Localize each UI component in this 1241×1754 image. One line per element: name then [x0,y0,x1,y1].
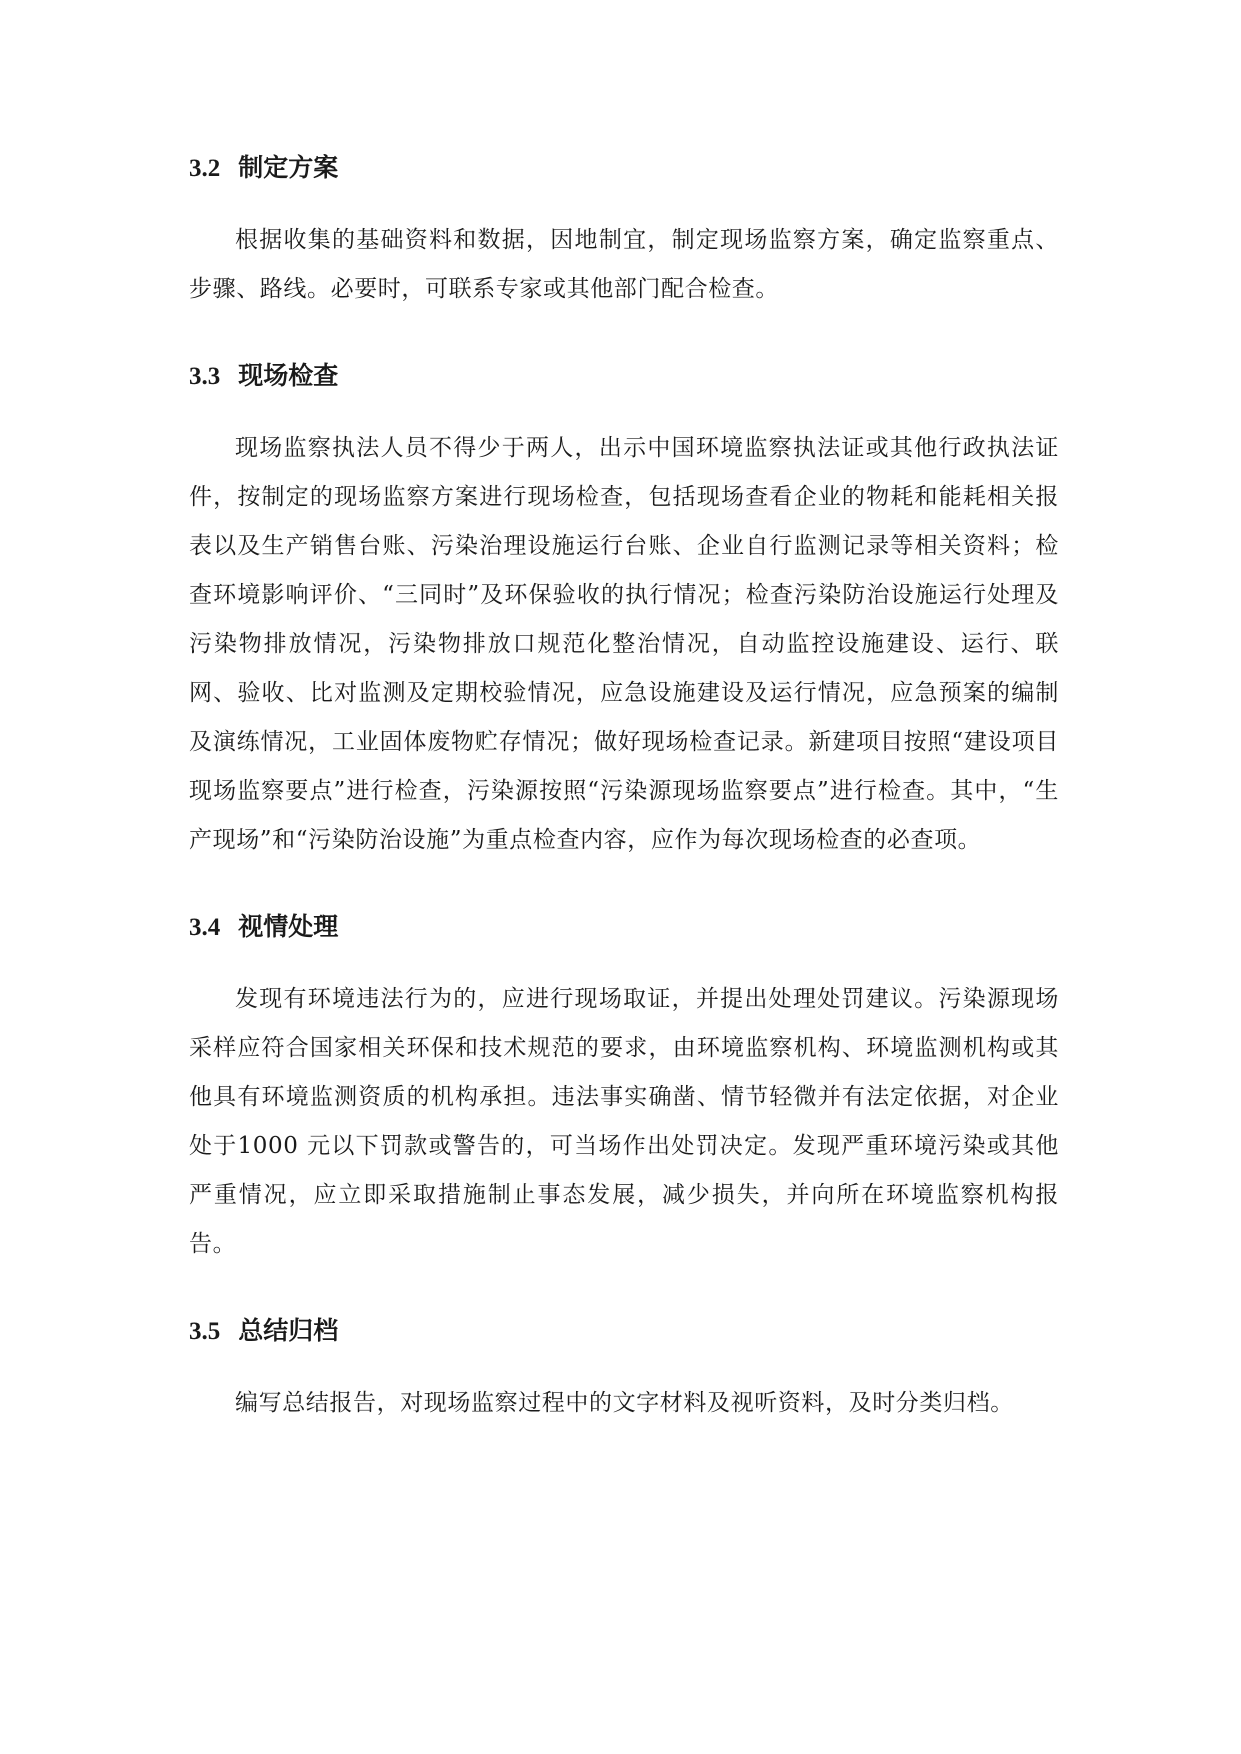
section-number: 3.2 [189,155,221,182]
section-number: 3.4 [189,914,221,941]
section-number: 3.5 [189,1318,221,1345]
section-paragraph: 根据收集的基础资料和数据，因地制宜，制定现场监察方案，确定监察重点、步骤、路线。必要时，可联系专家或其他部门配合检查。 [189,227,1059,302]
section-number: 3.3 [189,363,221,390]
section-heading [189,358,1059,394]
section-heading [189,150,1059,186]
section-3-3 [189,358,1059,909]
document-content [189,150,1059,1428]
section-3-5 [189,1313,1059,1428]
section-paragraph: 编写总结报告，对现场监察过程中的文字材料及视听资料，及时分类归档。 [235,1390,1014,1416]
section-3-4 [189,909,1059,1313]
section-title: 现场检查 [238,361,339,390]
section-paragraph: 发现有环境违法行为的，应进行现场取证，并提出处理处罚建议。污染源现场采样应符合国家相关环保和技术规范的要求，由环境监察机构、环境监测机构或其他具有环境监测资质的机构承担。违法事实确凿、情节轻微并有法定依据，对企业处于1000 元以下罚款或警告的，可当场作出处罚决定。发现严重环境污染或其他严重情况，应立即采取措施制止事态发展，减少损失，并向所在环境监察机构报告。 [189,986,1059,1257]
section-paragraph: 现场监察执法人员不得少于两人，出示中国环境监察执法证或其他行政执法证件，按制定的现场监察方案进行现场检查，包括现场查看企业的物耗和能耗相关报表以及生产销售台账、污染治理设施运行台账、企业自行监测记录等相关资料；检查环境影响评价、“三同时”及环保验收的执行情况；检查污染防治设施运行处理及污染物排放情况，污染物排放口规范化整治情况，自动监控设施建设、运行、联网、验收、比对监测及定期校验情况，应急设施建设及运行情况，应急预案的编制及演练情况，工业固体废物贮存情况；做好现场检查记录。新建项目按照“建设项目现场监察要点”进行检查，污染源按照“污染源现场监察要点”进行检查。其中，“生产现场”和“污染防治设施”为重点检查内容，应作为每次现场检查的必查项。 [189,435,1059,853]
section-heading [189,1313,1059,1349]
section-title: 总结归档 [238,1316,339,1345]
section-title: 制定方案 [238,153,339,182]
section-title: 视情处理 [238,912,339,941]
section-heading [189,909,1059,945]
section-3-2 [189,150,1059,358]
